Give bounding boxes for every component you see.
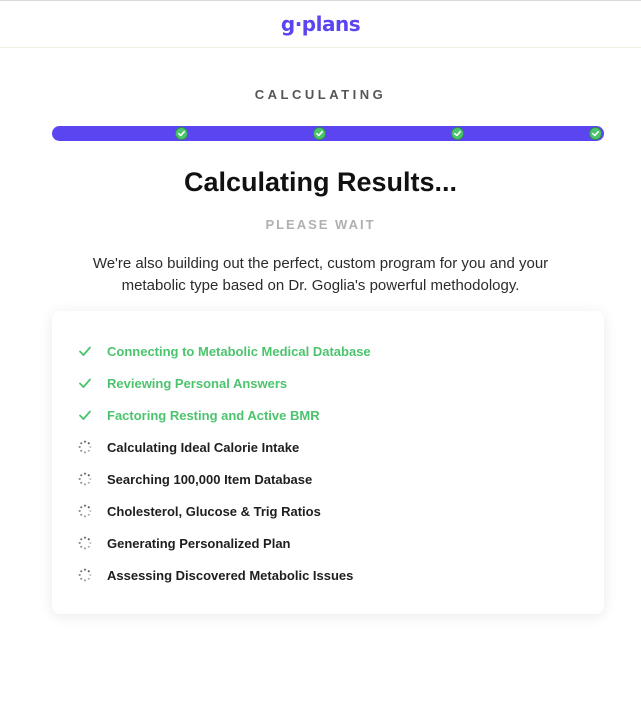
checklist-item-label: Factoring Resting and Active BMR — [107, 407, 320, 423]
checklist-item-label: Cholesterol, Glucose & Trig Ratios — [107, 503, 321, 519]
checklist-item-label: Reviewing Personal Answers — [107, 375, 288, 391]
checklist-item — [52, 367, 604, 399]
progress-step-check-icon — [589, 127, 602, 140]
checklist-item — [52, 559, 604, 591]
spinner-icon — [78, 504, 92, 518]
top-header — [0, 0, 641, 48]
checklist-item-label: Assessing Discovered Metabolic Issues — [107, 567, 354, 583]
progress-checklist-card — [52, 311, 604, 614]
description-text: We're also building out the perfect, custom program for you and your metabolic type based on Dr. Goglia's powerful methodology. — [92, 255, 549, 294]
please-wait-label: PLEASE WAIT — [265, 217, 376, 232]
checklist-item-label: Searching 100,000 Item Database — [107, 471, 313, 487]
checklist-item — [52, 463, 604, 495]
check-icon — [78, 376, 92, 390]
progress-step-check-icon — [175, 127, 188, 140]
checklist-item-label: Generating Personalized Plan — [107, 535, 291, 551]
spinner-icon — [78, 440, 92, 454]
checklist-item — [52, 527, 604, 559]
checklist-item — [52, 335, 604, 367]
checklist-item-label: Connecting to Metabolic Medical Database — [107, 343, 371, 359]
gplans-logo[interactable]: g·plans — [280, 12, 361, 36]
checklist-item — [52, 495, 604, 527]
check-icon — [78, 408, 92, 422]
page-title: Calculating Results... — [183, 167, 458, 197]
checklist — [52, 335, 604, 591]
progress-step-check-icon — [451, 127, 464, 140]
checklist-item — [52, 399, 604, 431]
progress-bar — [52, 126, 604, 141]
step-label: CALCULATING — [254, 87, 387, 102]
spinner-icon — [78, 472, 92, 486]
check-icon — [78, 344, 92, 358]
progress-step-check-icon — [313, 127, 326, 140]
spinner-icon — [78, 536, 92, 550]
spinner-icon — [78, 568, 92, 582]
checklist-item — [52, 431, 604, 463]
checklist-item-label: Calculating Ideal Calorie Intake — [107, 439, 300, 455]
